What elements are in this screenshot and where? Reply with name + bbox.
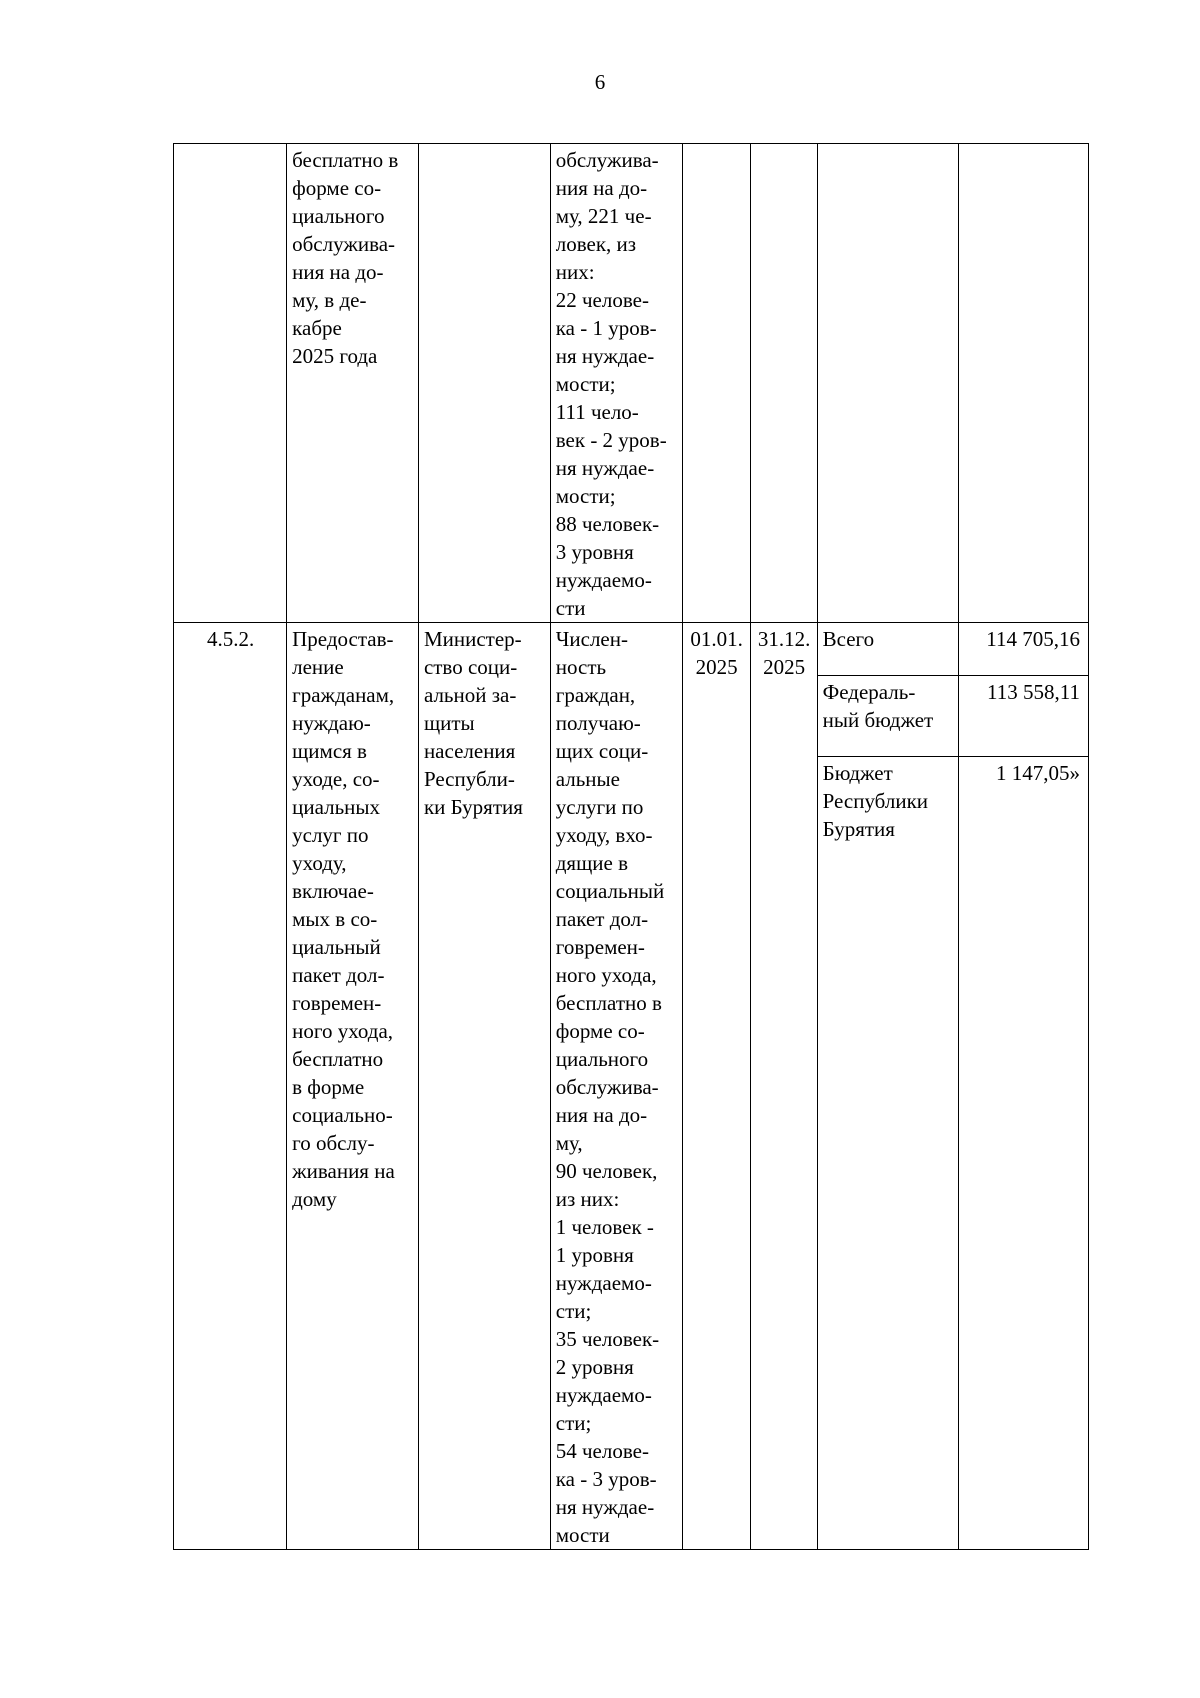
responsible-cell: Министер- ство соци- альной за- щиты населения Республи- ки Бурятия — [418, 623, 550, 1550]
table-row — [174, 623, 1089, 676]
funding-source-cell: Всего — [817, 623, 959, 676]
start-date-cell: 01.01. 2025 — [682, 623, 750, 1550]
indicator-cell: Числен- ность граждан, получаю- щих соци- альные услуги по уходу, вхо- дящие в социальный пакет дол- говремен- ного ухода, бесплатно в форме со- циального обслужива- ния на до- му, 90 человек, из них: 1 человек - 1 уровня нуждаемо- сти; 35 человек- 2 уровня нуждаемо- сти; 54 челове- ка - 3 уров- ня нуждае- мости — [550, 623, 682, 1550]
description-cell: бесплатно в форме со- циального обслужива- ния на до- му, в де- кабре 2025 года — [287, 144, 419, 623]
program-table — [173, 143, 1089, 1550]
funding-amount-cell: 1 147,05» — [959, 756, 1089, 1549]
funding-amount-cell: 114 705,16 — [959, 623, 1089, 676]
funding-source-cell: Федераль- ный бюджет — [817, 676, 959, 757]
end-date-cell — [750, 144, 817, 623]
table-row — [174, 144, 1089, 623]
funding-source-cell — [817, 144, 959, 623]
funding-source-cell: Бюджет Республики Бурятия — [817, 756, 959, 1549]
description-cell: Предостав- ление гражданам, нуждаю- щимся в уходе, со- циальных услуг по уходу, включае- мых в со- циальный пакет дол- говремен- ного ухода, бесплатно в форме социально- го обслу- живания на дому — [287, 623, 419, 1550]
page-number: 6 — [594, 70, 606, 94]
start-date-cell — [682, 144, 750, 623]
row-number-cell: 4.5.2. — [174, 623, 287, 1550]
responsible-cell — [418, 144, 550, 623]
row-number-cell — [174, 144, 287, 623]
indicator-cell: обслужива- ния на до- му, 221 че- ловек, из них: 22 челове- ка - 1 уров- ня нуждае- мости; 111 чело- век - 2 уров- ня нуждае- мости; 88 человек- 3 уровня нуждаемо- сти — [550, 144, 682, 623]
funding-amount-cell — [959, 144, 1089, 623]
funding-amount-cell: 113 558,11 — [959, 676, 1089, 757]
end-date-cell: 31.12. 2025 — [750, 623, 817, 1550]
